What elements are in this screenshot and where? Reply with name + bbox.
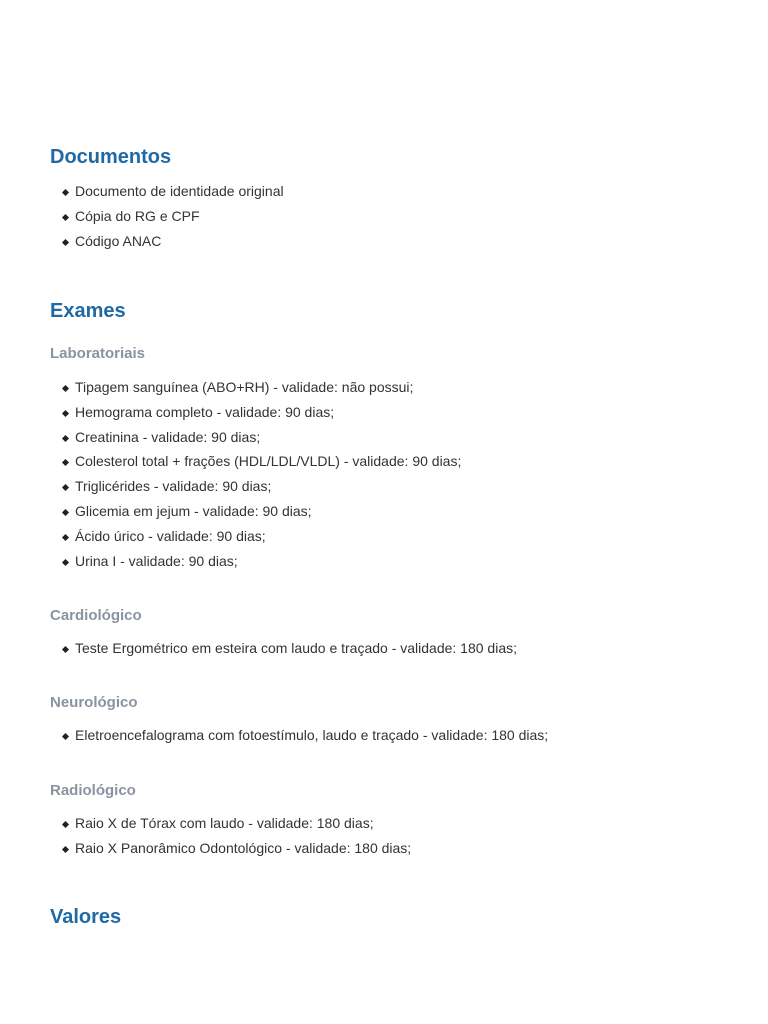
bullet-icon xyxy=(62,410,69,417)
section-title-valores: Valores xyxy=(50,906,122,928)
list-item: Ácido úrico - validade: 90 dias; xyxy=(50,524,461,549)
subsection-title-cardiologico: Cardiológico xyxy=(50,607,142,624)
bullet-icon xyxy=(62,189,69,196)
bullet-icon xyxy=(62,385,69,392)
bullet-icon xyxy=(62,646,69,653)
bullet-icon xyxy=(62,534,69,541)
list-item: Colesterol total + frações (HDL/LDL/VLDL) - validade: 90 dias; xyxy=(50,449,461,474)
bullet-icon xyxy=(62,559,69,566)
laboratoriais-list xyxy=(50,375,461,573)
subsection-title-neurologico: Neurológico xyxy=(50,694,138,711)
section-title-documentos: Documentos xyxy=(50,146,172,168)
list-item: Documento de identidade original xyxy=(50,179,284,204)
list-item: Triglicérides - validade: 90 dias; xyxy=(50,474,461,499)
cardiologico-list xyxy=(50,636,517,661)
list-item: Raio X Panorâmico Odontológico - validade: 180 dias; xyxy=(50,836,411,861)
radiologico-list xyxy=(50,811,411,861)
bullet-icon xyxy=(62,846,69,853)
bullet-icon xyxy=(62,509,69,516)
neurologico-list xyxy=(50,723,548,748)
bullet-icon xyxy=(62,239,69,246)
list-item: Eletroencefalograma com fotoestímulo, laudo e traçado - validade: 180 dias; xyxy=(50,723,548,748)
bullet-icon xyxy=(62,733,69,740)
list-item: Raio X de Tórax com laudo - validade: 180 dias; xyxy=(50,811,411,836)
list-item: Cópia do RG e CPF xyxy=(50,204,284,229)
bullet-icon xyxy=(62,484,69,491)
subsection-title-radiologico: Radiológico xyxy=(50,782,136,799)
bullet-icon xyxy=(62,214,69,221)
bullet-icon xyxy=(62,821,69,828)
documentos-list xyxy=(50,179,284,253)
list-item: Código ANAC xyxy=(50,229,284,254)
list-item: Tipagem sanguínea (ABO+RH) - validade: não possui; xyxy=(50,375,461,400)
list-item: Urina I - validade: 90 dias; xyxy=(50,549,461,574)
section-title-exames: Exames xyxy=(50,300,126,322)
bullet-icon xyxy=(62,459,69,466)
list-item: Teste Ergométrico em esteira com laudo e traçado - validade: 180 dias; xyxy=(50,636,517,661)
list-item: Hemograma completo - validade: 90 dias; xyxy=(50,400,461,425)
list-item: Glicemia em jejum - validade: 90 dias; xyxy=(50,499,461,524)
list-item: Creatinina - validade: 90 dias; xyxy=(50,425,461,450)
bullet-icon xyxy=(62,435,69,442)
subsection-title-laboratoriais: Laboratoriais xyxy=(50,345,146,362)
